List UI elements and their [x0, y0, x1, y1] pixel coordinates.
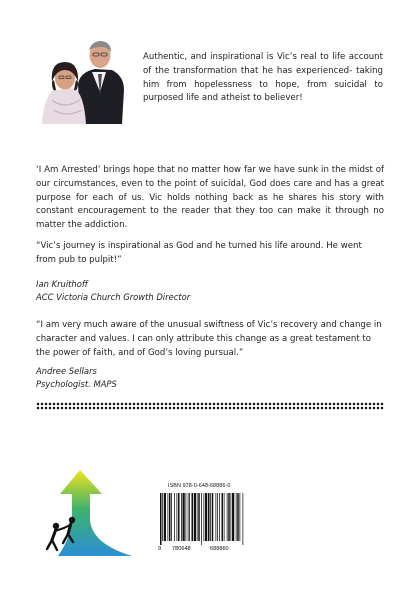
- barcode-bar: [217, 493, 218, 541]
- barcode-digits: [158, 546, 248, 554]
- barcode-bar: [186, 493, 187, 541]
- barcode-bar: [183, 493, 185, 541]
- description-paragraph: ‘I Am Arrested’ brings hope that no matter how far we have sunk in the midst of our circumstances, even to the point of suicidal, God does care and has a great purpose for each of us. Vic holds nothing back as he shares his story with constant encouragement to the reader that they too can make it through no matter the addiction.: [36, 165, 384, 231]
- barcode-icon: [158, 493, 246, 545]
- author-couple-photo-icon: [40, 40, 125, 124]
- barcode-bar: [231, 493, 232, 541]
- barcode-bar: [160, 493, 162, 545]
- barcode-bar: [205, 493, 207, 541]
- dotted-divider: [36, 402, 384, 410]
- barcode-bar: [198, 493, 200, 541]
- barcode-bar: [181, 493, 182, 541]
- rising-arrow-helping-hand-icon: [38, 470, 136, 558]
- barcode-digit-lead: 9: [158, 546, 162, 552]
- barcode-bar: [210, 493, 211, 541]
- barcode-bar: [216, 493, 217, 541]
- testimonial-name-1: Ian Kruithoff: [36, 279, 88, 289]
- testimonial-title-2: Psychologist. MAPS: [36, 379, 117, 389]
- barcode-bar: [162, 493, 163, 541]
- barcode-bar: [222, 493, 224, 541]
- barcode-bar: [204, 493, 205, 541]
- isbn-barcode: [158, 493, 246, 545]
- barcode-bar: [194, 493, 196, 541]
- barcode-bar: [232, 493, 234, 541]
- barcode-bar: [171, 493, 172, 541]
- barcode-bar: [164, 493, 166, 541]
- barcode-digit-right-group: 688860: [210, 546, 229, 552]
- author-photo: [40, 40, 125, 124]
- barcode-bar: [237, 493, 239, 541]
- publisher-logo: [38, 470, 136, 558]
- testimonial-quote-1: “Vic’s journey is inspirational as God and he turned his life around. He went from pub to pulpit!”: [36, 241, 362, 265]
- barcode-bar: [197, 493, 198, 541]
- barcode-bar: [243, 493, 244, 545]
- barcode-bar: [188, 493, 189, 541]
- barcode-bar: [219, 493, 220, 541]
- barcode-bar: [240, 493, 241, 541]
- testimonial-quote-2: “I am very much aware of the unusual swiftness of Vic’s recovery and change in character and values. I can only attribute this change as a great testament to the power of faith, and of God’s loving pursual.”: [36, 320, 382, 358]
- testimonial-title-1: ACC Victoria Church Growth Director: [36, 292, 191, 302]
- barcode-bar: [227, 493, 228, 541]
- barcode-bar: [201, 493, 202, 545]
- testimonial-name-2: Andree Sellars: [36, 366, 97, 376]
- isbn-label: ISBN 978-0-648-68886-0: [168, 483, 231, 489]
- barcode-bar: [228, 493, 230, 541]
- barcode-bar: [169, 493, 171, 541]
- barcode-digit-left-group: 780648: [172, 546, 191, 552]
- barcode-bar: [178, 493, 180, 541]
- intro-paragraph: Authentic, and inspirational is Vic’s real to life account of the transformation that he has experienced- taking him from hopelessness to hope, from suicidal to purposed life and atheist to believer!: [143, 52, 383, 104]
- barcode-bar: [168, 493, 169, 541]
- barcode-bar: [224, 493, 225, 541]
- barcode-bar: [212, 493, 214, 541]
- barcode-bar: [208, 493, 210, 541]
- barcode-bar: [236, 493, 237, 541]
- barcode-bar: [192, 493, 194, 541]
- barcode-bar: [174, 493, 175, 541]
- barcode-bar: [177, 493, 178, 541]
- barcode-bar: [189, 493, 190, 541]
